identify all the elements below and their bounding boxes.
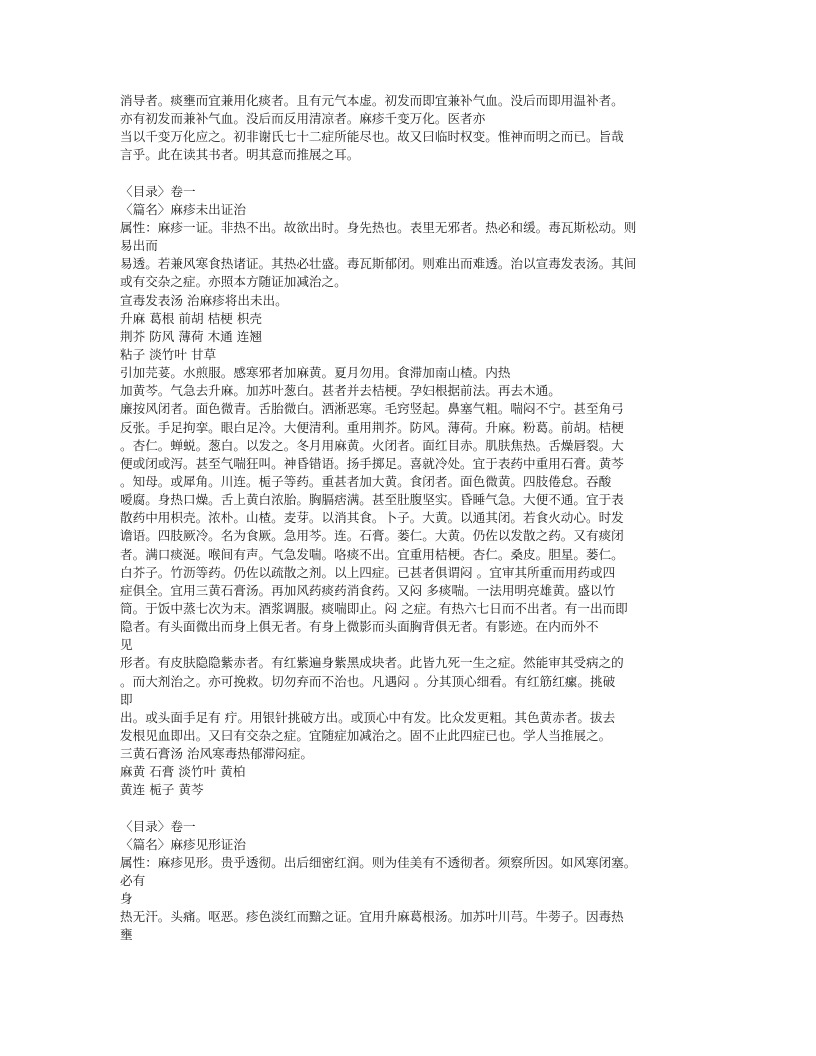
text-line: 见 bbox=[120, 637, 133, 653]
text-line: 症俱全。宜用三黄石膏汤。再加风药痰药消食药。又闷 多痰喘。一法用明亮雄黄。盛以竹 bbox=[120, 582, 616, 598]
text-line: 廉按风闭者。面色微青。舌胎微白。洒淅恶寒。毛窍竖起。鼻塞气粗。喘闷不宁。甚至角弓 bbox=[120, 401, 624, 417]
text-line: 属性：麻疹见形。贵乎透彻。出后细密红润。则为佳美有不透彻者。须察所因。如风寒闭塞。 bbox=[120, 854, 637, 870]
text-line: 〈篇名〉麻疹未出证治 bbox=[120, 201, 246, 217]
text-line: 加黄芩。气急去升麻。加苏叶葱白。甚者并去桔梗。孕妇根据前法。再去木通。 bbox=[120, 383, 561, 399]
text-line: 属性：麻疹一证。非热不出。故欲出时。身先热也。表里无邪者。热必和缓。毒瓦斯松动。则 bbox=[120, 219, 637, 235]
blank-line bbox=[120, 165, 720, 183]
text-line: 身 bbox=[120, 891, 133, 907]
text-line: 必有 bbox=[120, 873, 146, 889]
text-line: 者。满口痰涎。喉间有声。气急发喘。咯痰不出。宜重用桔梗。杏仁。桑皮。胆星。蒌仁。 bbox=[120, 546, 624, 562]
text-line: 白芥子。竹沥等药。仍佐以疏散之剂。以上四症。已甚者俱谓闷 。宜审其所重而用药或四 bbox=[120, 564, 616, 580]
text-line: 谵语。四肢厥冷。名为食厥。急用芩。连。石膏。蒌仁。大黄。仍佐以发散之药。又有痰闭 bbox=[120, 528, 624, 544]
text-line: 即 bbox=[120, 691, 133, 707]
text-line: 散药中用枳壳。浓朴。山楂。麦芽。以消其食。卜子。大黄。以通其闭。若食火动心。时发 bbox=[120, 510, 624, 526]
text-line: 言乎。此在读其书者。明其意而推展之耳。 bbox=[120, 147, 360, 163]
text-line: 〈目录〉卷一 bbox=[120, 183, 196, 199]
text-line: 反张。手足拘挛。眼白足冷。大便清利。重用荆芥。防风。薄荷。升麻。粉葛。前胡。桔梗 bbox=[120, 419, 624, 435]
document-body bbox=[120, 92, 720, 945]
text-line: 。杏仁。蝉蜕。葱白。以发之。冬月用麻黄。火闭者。面红目赤。肌肤焦热。舌燥唇裂。大 bbox=[120, 437, 624, 453]
text-line: 。而大剂治之。亦可挽救。切勿弃而不治也。凡遇闷 。分其顶心细看。有红筋红瘰。挑破 bbox=[120, 673, 616, 689]
text-line: 消导者。痰壅而宜兼用化痰者。且有元气本虚。初发而即宜兼补气血。没后而即用温补者。 bbox=[120, 93, 624, 108]
text-line: 形者。有皮肤隐隐紫赤者。有红紫遍身紫黑成块者。此皆九死一生之症。然能审其受病之的 bbox=[120, 655, 624, 671]
text-line: 或有交杂之症。亦照本方随证加减治之。 bbox=[120, 274, 347, 290]
text-line: 荆芥 防风 薄荷 木通 连翘 bbox=[120, 328, 262, 344]
text-line: 出。或头面手足有 疔。用银针挑破方出。或顶心中有发。比众发更粗。其色黄赤者。拔去 bbox=[120, 709, 616, 725]
text-line: 三黄石膏汤 治风寒毒热郁滞闷症。 bbox=[120, 746, 313, 762]
text-line: 便或闭或泻。甚至气喘狂叫。神昏错语。扬手掷足。喜就冷处。宜于表药中重用石膏。黄芩 bbox=[120, 455, 624, 471]
text-line: 。知母。或犀角。川连。栀子等药。重甚者加大黄。食闭者。面色微黄。四肢倦怠。吞酸 bbox=[120, 473, 612, 489]
text-line: 粘子 淡竹叶 甘草 bbox=[120, 346, 217, 362]
text-line: 嗳腐。身热口燥。舌上黄白浓胎。胸膈痞满。甚至肚腹坚实。昏睡气急。大便不通。宜于表 bbox=[120, 492, 624, 508]
text-line: 当以千变万化应之。初非谢氏七十二症所能尽也。故又曰临时权变。惟神而明之而已。旨哉 bbox=[120, 129, 624, 145]
text-line: 易出而 bbox=[120, 238, 158, 254]
text-line: 热无汗。头痛。呕恶。疹色淡红而黯之证。宜用升麻葛根汤。加苏叶川芎。牛蒡子。因毒热 bbox=[120, 909, 624, 925]
text-line: 黄连 栀子 黄芩 bbox=[120, 782, 204, 798]
text-line: 〈目录〉卷一 bbox=[120, 818, 196, 834]
text-line: 易透。若兼风寒食热诸证。其热必壮盛。毒瓦斯郁闭。则难出而难透。治以宣毒发表汤。其间 bbox=[120, 256, 637, 272]
text-line: 亦有初发而兼补气血。没后而反用清凉者。麻疹千变万化。医者亦 bbox=[120, 111, 486, 127]
text-line: 宣毒发表汤 治麻疹将出未出。 bbox=[120, 292, 288, 308]
text-line: 升麻 葛根 前胡 桔梗 枳壳 bbox=[120, 310, 262, 326]
text-line: 引加芫荽。水煎服。感寒邪者加麻黄。夏月勿用。食滞加南山楂。内热 bbox=[120, 365, 511, 381]
text-line: 发根见血即出。又曰有交杂之症。宜随症加减治之。固不止此四症已也。学人当推展之。 bbox=[120, 727, 612, 743]
blank-line bbox=[120, 799, 720, 817]
text-line: 麻黄 石膏 淡竹叶 黄柏 bbox=[120, 764, 246, 780]
text-line: 壅 bbox=[120, 927, 133, 943]
text-line: 筒。于饭中蒸七次为末。酒浆调服。痰喘即止。闷 之症。有热六七日而不出者。有一出而即 bbox=[120, 600, 628, 616]
text-line: 〈篇名〉麻疹见形证治 bbox=[120, 836, 246, 852]
text-line: 隐者。有头面微出而身上俱无者。有身上微影而头面胸背俱无者。有影迹。在内而外不 bbox=[120, 619, 599, 635]
